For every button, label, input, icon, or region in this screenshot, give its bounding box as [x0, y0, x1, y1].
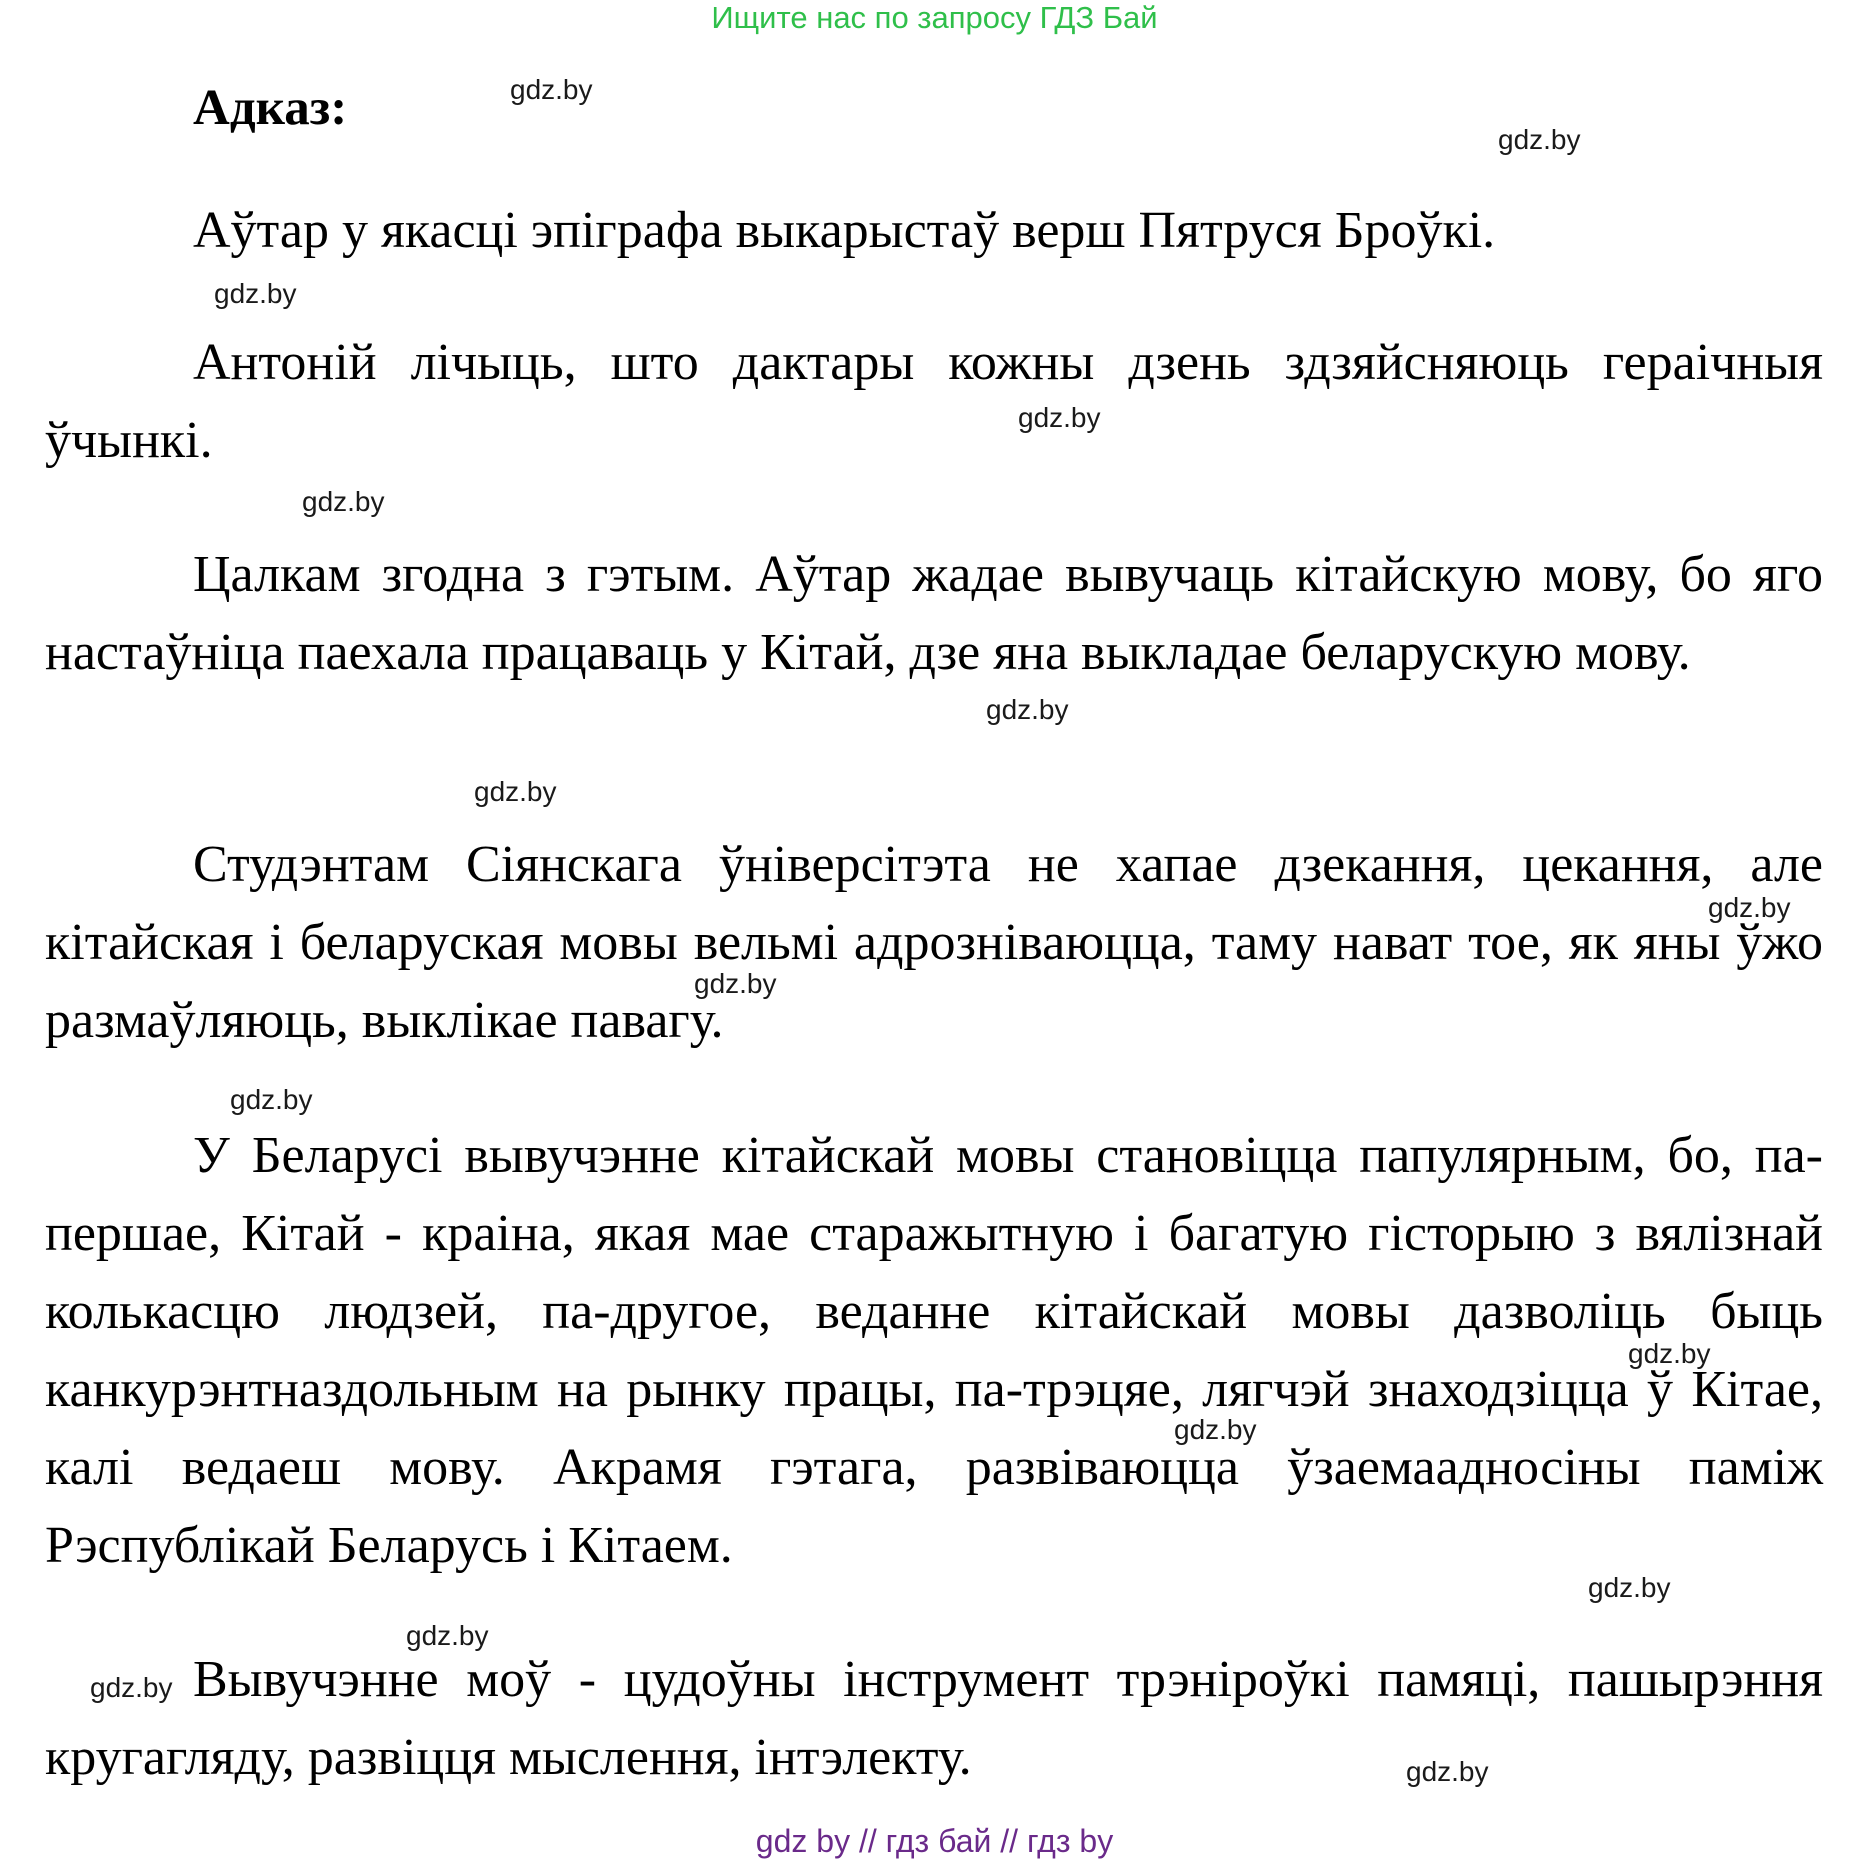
paragraph-5: У Беларусі вывучэнне кітайскай мовы становіцца папулярным, бо, па- першае, Кітай - краіна, якая мае старажытную і багатую гісторыю з вялізнай колькасцю людзей, па-другое, веданне кітайскай мовы дазволіць быць канкурэнтназдольным на рынку працы, па-трэцяе, лягчэй знаходзіцца ў Кітае, калі ведаеш мову. Акрамя гэтага, развіваюцца ўзаемаадносіны паміж Рэспублікай Беларусь і Кітаем.	[45, 1127, 1823, 1574]
watermark: gdz.by	[1708, 892, 1791, 923]
answer-heading: Адказ:	[193, 80, 348, 136]
watermark: gdz.by	[1406, 1756, 1489, 1787]
footer-link-text[interactable]: gdz by // гдз бай // гдз by	[755, 1823, 1114, 1859]
watermark: gdz.by	[406, 1620, 489, 1651]
watermark: gdz.by	[474, 776, 557, 807]
watermark: gdz.by	[230, 1084, 313, 1115]
paragraph-2: Антоній лічыць, што дактары кожны дзень здзяйсняюць гераічныя ўчынкі.	[45, 334, 1823, 469]
watermark: gdz.by	[510, 74, 593, 105]
paragraph-4: Студэнтам Сіянскага ўніверсітэта не хапае дзекання, цекання, але кітайская і беларуская мовы вельмі адрозніваюцца, таму нават тое, як яны ўжо размаўляюць, выклікае павагу.	[45, 836, 1823, 1049]
watermark: gdz.by	[90, 1672, 173, 1703]
paragraph-3: Цалкам згодна з гэтым. Аўтар жадае вывучаць кітайскую мову, бо яго настаўніца паехала працаваць у Кітай, дзе яна выкладае беларускую мову.	[45, 546, 1823, 681]
paragraph-6: Вывучэнне моў - цудоўны інструмент трэніроўкі памяці, пашырэння кругагляду, развіцця мыслення, інтэлекту.	[45, 1651, 1823, 1786]
watermark: gdz.by	[1498, 124, 1581, 155]
paragraph-1: Аўтар у якасці эпіграфа выкарыстаў верш Пятруся Броўкі.	[193, 202, 1496, 259]
top-banner: Ищите нас по запросу ГДЗ Бай	[711, 0, 1158, 35]
watermark: gdz.by	[694, 968, 777, 999]
watermark: gdz.by	[1628, 1338, 1711, 1369]
watermark: gdz.by	[1174, 1414, 1257, 1445]
watermark: gdz.by	[214, 278, 297, 309]
watermark: gdz.by	[986, 694, 1069, 725]
watermark: gdz.by	[1588, 1572, 1671, 1603]
watermark: gdz.by	[1018, 402, 1101, 433]
watermark: gdz.by	[302, 486, 385, 517]
